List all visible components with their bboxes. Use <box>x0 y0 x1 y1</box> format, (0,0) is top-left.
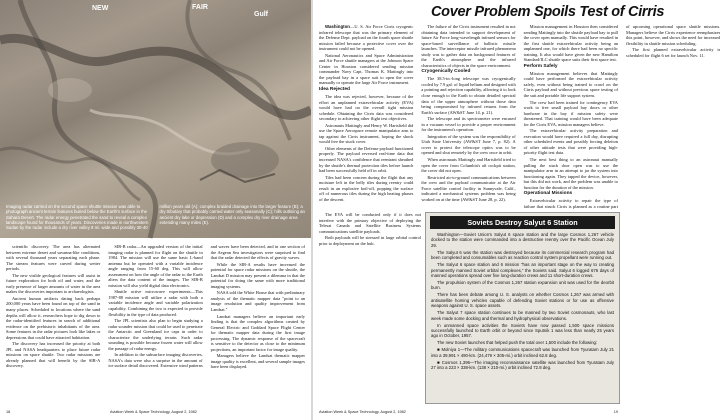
page-number-left: 18 <box>6 410 11 414</box>
paragraph: The idea was rejected, however, because of the effort an unplanned extravehicular activity (EVA) would have had on the overall tight mission schedule. Obtaining the Cirris data was considered secondary to achieving other flight test objectives. <box>319 94 414 122</box>
sidebar-paragraph: Washington—Soviet Union's Salyut 6 space station and the large Cosmos 1,267 vehicle docked to the station were commanded into a destructive reentry over the Pacific Ocean July 29. <box>431 232 614 248</box>
paragraph: Integration of the system was the responsibility of Utah State University (AW&ST June 7, p. 82). A cover to protect the telescope optics was to be opened and shut remotely by the crew once in orbit. <box>421 133 516 156</box>
magazine-footer-right: Aviation Week & Space Technology, August 2, 1982 <box>319 410 406 414</box>
paragraph: National Aeronautics and Space Administration and Air Force shuttle managers at the Johnson Space Center in Houston considered sending mission commander Navy Capt. Thomas K. Mattingly into the payload bay in a space suit to open the cover manually or operate the large Air Force instrument. <box>319 52 414 86</box>
paragraph: The extravehicular activity preparation and execution would have required a full day, disrupting other scheduled events and possibly forcing deletion of other attitude tests that were providing high-priority flight test data. <box>523 128 618 156</box>
sidebar-paragraph: The propulsion system of the Cosmos 1,267 station expansion unit was used for the deorbit burn. <box>431 280 614 291</box>
sidebar-paragraph: There has been debate among U. S. analysts on whether Cosmos 1,267 was armed with antisatellite homing vehicles capable of defending Soviet stations or for use as offensive weapons against U. S. space assets. <box>431 292 614 309</box>
sidebar-paragraph: In unmanned space activities the Soviets have now passed 1,500 space missions successfully launched to Earth orbit or beyond since Sputnik 1 was less than nearly 25 years ago in October, 1957. <box>431 322 614 339</box>
sidebar-bullet-text: Molniya 1—The military communications spacecraft was launched from Tyuratam July 21 into a 39,991 × 490-km. (24,479 × 305-mi.) orbit inclined 62.8 deg. <box>431 347 614 358</box>
right-article-body <box>319 24 720 210</box>
section-heading: Cryogenically Cooled <box>421 69 471 75</box>
caption-lead: Imaging radar carried on the second space shuttle mission was able to photograph ancient terrain features buried below the Earth's surface in the Sahara Desert. The radar energy penetrated the sand to reveal a complex landscape found for thousands of years. Discoveries made in northwestern Sudan by the radar include a dry <box>6 204 149 231</box>
paragraph: The JPL scientists also plan to begin studying a radar sounder mission that could be used to penetrate the Antarctic and Greenland ice caps in order to characterize the underlying terrain. Such radar sounding is possible because frozen water will allow the passage of radar energy. <box>108 318 203 351</box>
photo-caption <box>6 204 305 230</box>
satellite-image-icon <box>0 0 311 238</box>
paragraph: Ancient human artifacts dating back perhaps 200,000 years have been found on top of the sand in many places. Scheduled to locations where the sand depths will allow it, researchers hope to dig down to the radar-identified features in search of additional evidence on the prehistoric inhabitants of the area. Some features in the radar pictures look like lakes or depressions that could have attracted habitation. <box>6 295 101 340</box>
paragraph: The discovery has increased the priority at both JPL and NASA headquarters to place future radar missions on space shuttle. Two radar missions are already planned that will benefit by the SIR-A discovery. <box>6 341 101 369</box>
magazine-footer-left: Aviation Week & Space Technology, August 2, 1982 <box>110 410 197 414</box>
paragraph: The failure of the Cirris instrument resulted in not obtaining data intended to support development of future Air Force long-wavelength infrared sensors for space-based surveillance of ballistic missile launches. The interceptor missile infrared phenomena study was to gather data on background features of the Earth's atmosphere and the infrared characteristics of objects in the space environment. <box>421 24 516 68</box>
paragraph: Landsat managers believe an important early finding is that the complex algorithms created by General Electric and Goddard Space Flight Center for thematic mapper data during the first image processing. The dynamic response of the spacecraft is sensitive to the detector as close to the minimum projections, an important factor for image quality. <box>210 313 305 352</box>
photo-label-2: FAIR <box>192 4 208 11</box>
left-article-body <box>6 244 305 402</box>
sidebar-bullet: ■ Molniya 1—The military communications spacecraft was launched from Tyuratam July 21 into a 39,991 × 490-km. (24,479 × 305-mi.) orbit inclined 62.8 deg. <box>431 347 614 358</box>
dateline: Washington <box>325 24 350 29</box>
section-heading: Operational Missions <box>523 191 573 197</box>
article-headline: Cover Problem Spoils Test of Cirris <box>431 4 665 20</box>
paragraph: Astronauts Mattingly and Henry W. Hartsfield did use the Space Aerospace remote manipulator arm to tap against the Cirris instrument, hoping the shock would free the stuck cover. <box>319 122 414 145</box>
sidebar-bullet-text: Cosmos 1,396—The imaging reconnaissance satellite was launched from Tyuratam July 27 into a 223 × 338-km. (138 × 210-mi.) orbit inclined 72.8 deg. <box>431 359 614 371</box>
sidebar-paragraph: The Salyut 6 was the station was destroyed because its commercial research program had been completed and consumables such as reaction control system propellant were running out. <box>431 249 614 261</box>
paragraph: When astronauts Mattingly and Hartsfield tried to open the cover from Columbia's aft cockpit station, the cover did not open. <box>421 157 516 174</box>
sidebar-title: Soviets Destroy Salyut 6 Station <box>430 216 615 229</box>
photo-label-3: Gulf <box>254 11 268 18</box>
paragraph: Both payloads will be stressed in large orbital control prior to deployment on the hub. <box>319 235 421 246</box>
paragraph: scientific discovery. The area has alternated between extreme desert and savanna-like conditions, with several thousand years separating each phase. The stream features were carved during wetter periods. <box>6 244 101 272</box>
sidebar-bullet: ■ Cosmos 1,396—The imaging reconnaissance satellite was launched from Tyuratam July 27 into a 223 × 338-km. (138 × 210-mi.) orbit inclined 72.8 deg. <box>431 359 614 371</box>
paragraph: The new visible geological features will assist in future exploration for both oil and water, and the early presence of larger amounts of water in the area makes the discoveries important to archaeologists. <box>6 272 101 295</box>
paragraph: Managers believe the Landsat thematic mapper image quality is excellent, and several sample images have been displayed. <box>210 353 305 370</box>
left-page <box>0 0 311 420</box>
paragraph: Restricted air-to-ground communications between the crew and the payload communicator at the Air Force satellite control facility in Sunnyvale, Calif., indicated a mechanical systems problem was being worked on at the time (AW&ST June 28, p. 22). <box>421 174 516 202</box>
paragraph: The 38.5-in.-long telescope was cryogenically cooled by 7.9 gal. of liquid helium and designed with a pointing and rejection capability, allowing it to look close enough to the Earth to obtain detailed spectral data of the upper atmosphere without those data being compromised by infrared returns from the Earth's surface (AW&ST June 14, p. 21). <box>421 76 516 115</box>
paragraph: The first planned extravehicular activity is scheduled for flight 6 set for launch Nov. 11. <box>625 47 720 58</box>
photo-label-1: NEW <box>92 5 109 12</box>
sidebar-body <box>426 232 619 371</box>
section-heading: Perform Safely <box>523 63 558 69</box>
paragraph: NASA told the White House that with preliminary analysis of the thematic mapper data "point to an image resolution and quality improvement from Landsat." <box>210 290 305 313</box>
paragraph: SIR-B radar—An upgraded version of the initial imaging radar is planned for flight on the shuttle in 1984. The mission will use the same basic L-band antenna but be operated with a variable incidence angle ranging from 15-60 deg. This will allow assessment on how the angle of the radar to the Earth alters the data content of the images. The SIR-B mission will also yield digital data electronics. <box>108 244 203 288</box>
caption-continuation: river valley 8 mi. wide and possibly 30-40 million years old (A); complex braided drainage into the larger feature (B); a dry tributary that probably carried water only seasonally (C); hills outlining an ancient dry lake or depression (D) and a complex dry river drainage area extending many miles (E). <box>69 204 305 231</box>
radar-image <box>0 0 311 238</box>
paragraph: While the SIR-A results have increased the potential for space radar missions on the shuttle, the Landsat D mission may present a dilemma in that the potential for doing the same with more traditional imaging systems. <box>210 261 305 289</box>
paragraph: The EVA will be conducted only if it does not interfere with the primary objective of deploying the Telesat Canada and Satellite Business Systems communications satellite payloads. <box>319 212 421 234</box>
paragraph: Other elements of the Defense payload functioned properly. The payload reversed real-time data that increased NASA's confidence that reentrant sheathed by the shuttle's thermal protection tiles before launch had been successfully held off in orbit. <box>319 145 414 174</box>
paragraph <box>319 24 413 52</box>
sidebar-paragraph: The new Soviet launches that helped push the total over 1,500 include the following: <box>437 340 598 346</box>
sidebar-box <box>425 212 620 404</box>
paragraph: In addition to the subsurface imaging discoveries, NASA's data were also a surprise in the amount of ice surface detail discovered. Extensive wind patterns and waves have been detected, and in one section of the Aegean Sea investigators were surprised to find that the radar detected the effects of gravity waves. <box>108 244 305 369</box>
sidebar-paragraph: The Salyut 6 space station and 6 mission "has an important stage on the way to creating permanently manned Soviet orbital complexes," the Soviets said. Salyut 6 logged 676 days of manned operations spread over five long-duration crews and 11 short-duration crews. <box>431 262 614 279</box>
paragraph: Extravehicular activity to repair the type of failure that struck Cirris is planned as a routine part of upcoming operational space shuttle missions. Managers believe the Cirris experience reemphasizes this point, however, and shows the need for increased flexibility in shuttle mission scheduling. <box>523 24 720 209</box>
paragraph: Mission management believes that Mattingly could have performed the extravehicular activity safely, even without being trained to crawl on the Cirris payload and without previous space testing of the suit and portable life support system. <box>523 70 618 99</box>
paragraph: Tiles had been concern during the flight that any moisture left in the belly tiles during reentry could result in an explosive boil-off, popping the surface off of numerous tiles during the high heating phases of the descent. <box>319 174 414 202</box>
paragraph: The telescope and its spectrometer were encased in a vacuum vessel to provide a proper environment for the instrument's operation. <box>421 116 516 133</box>
sidebar-paragraph: The Salyut 7 space station continues to be manned by two Soviet cosmonauts, who last week made some docking and thermal and hydrophysical observations. <box>431 310 614 321</box>
paragraph: The next best thing to an astronaut manually pulling the stuck door open was to use the manipulator arm in an attempt to jar the system into functioning again. They tapped the device, however, but this did not work, and the problem was unable to function for the duration of the mission. <box>523 157 618 190</box>
paragraph: Shuttle active microwave experiments—This 1987-88 mission will utilize a radar with both a variable incidence angle and variable polarization capability. Combining the two is expected to provide flexibility in the type of data produced. <box>108 289 203 317</box>
page-number-right: 19 <box>613 410 618 414</box>
paragraph: The crew had been trained for contingency EVA work to free small payload bay doors or other hardware in the bay if mission safety were threatened. That training would have been adequate for the Cirris EVA, mission managers believe. <box>523 99 618 127</box>
paragraph-text: —U. S. Air Force Cirris cryogenic infrared telescope that was the primary element of the Defense Dept. payload on the fourth space shuttle mission failed because a protective cover over the instrument could not be opened. <box>319 24 414 52</box>
right-page <box>313 0 720 420</box>
section-heading: Idea Rejected <box>319 87 350 93</box>
paragraph: Mission management in Houston then considered sending Mattingly into the shuttle payload bay to pull the cover open manually. This would have resulted in the first shuttle extravehicular activity being an unplanned one, for which there had been no specific training. It also would have given the new Hamilton Standard/ILC shuttle space suits their first space test. <box>523 24 618 63</box>
right-article-lower-column <box>319 212 421 402</box>
